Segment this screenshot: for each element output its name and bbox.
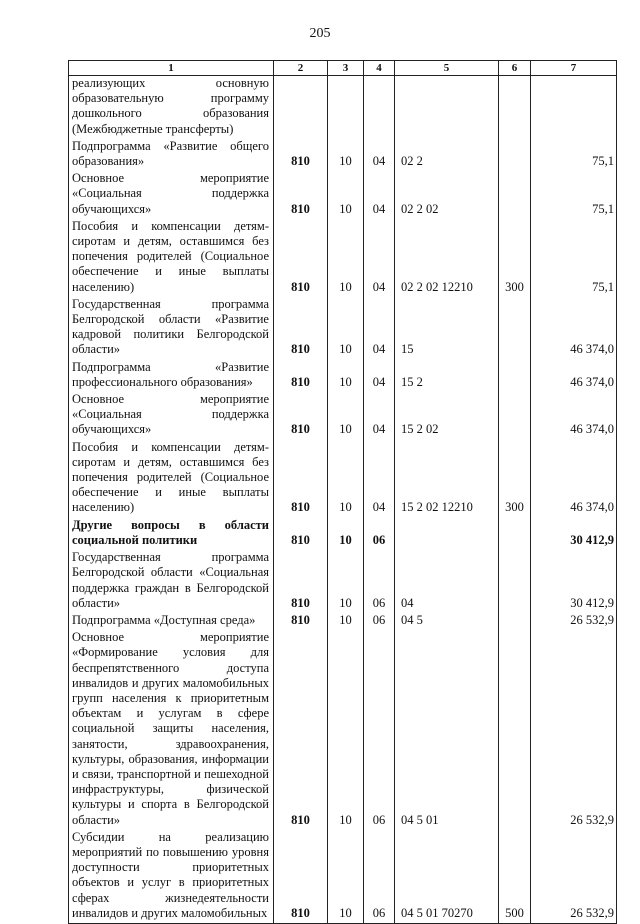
table-row <box>69 830 617 924</box>
item-name: Государственная программа Белгородской области «Развитие кадровой политики Белгородской области» <box>69 297 274 360</box>
item-name: Основное мероприятие «Формирование условия для беспрепятственного доступа инвалидов и других маломобильных групп населения к приоритетным объектам и услугам в сфере социальной защиты населения, занятости, здравоохранения, культуры, образования, информации и связи, транспортной и пешеходной инфраструктуры, физической культуры и спорта в Белгородской области» <box>69 630 274 830</box>
code-target-article: 02 2 02 12210 <box>395 219 499 297</box>
code-target-article: 04 <box>395 550 499 613</box>
code-section <box>328 76 364 139</box>
table-row <box>69 76 617 139</box>
item-name: Подпрограмма «Доступная среда» <box>69 613 274 630</box>
code-target-article: 15 2 02 <box>395 392 499 440</box>
amount: 30 412,9 <box>531 550 617 613</box>
code-target-article: 04 5 01 <box>395 630 499 830</box>
amount <box>531 76 617 139</box>
code-subsection <box>364 76 395 139</box>
column-header-7: 7 <box>531 61 617 76</box>
column-header-5: 5 <box>395 61 499 76</box>
table-row <box>69 550 617 613</box>
code-target-article: 04 5 01 70270 <box>395 830 499 924</box>
amount: 26 532,9 <box>531 630 617 830</box>
table-row <box>69 392 617 440</box>
code-ministry: 810 <box>274 171 328 219</box>
column-header-4: 4 <box>364 61 395 76</box>
item-name: Подпрограмма «Развитие профессионального образования» <box>69 360 274 392</box>
code-ministry: 810 <box>274 830 328 924</box>
table-row <box>69 518 617 550</box>
code-subsection: 06 <box>364 830 395 924</box>
code-expense-type <box>499 297 531 360</box>
table-row <box>69 440 617 518</box>
code-section: 10 <box>328 440 364 518</box>
table-row <box>69 613 617 630</box>
item-name: Основное мероприятие «Социальная поддержка обучающихся» <box>69 171 274 219</box>
code-expense-type <box>499 392 531 440</box>
column-header-2: 2 <box>274 61 328 76</box>
code-subsection: 04 <box>364 297 395 360</box>
code-target-article: 15 2 02 12210 <box>395 440 499 518</box>
code-section: 10 <box>328 830 364 924</box>
code-expense-type <box>499 518 531 550</box>
table-row <box>69 139 617 171</box>
code-ministry: 810 <box>274 630 328 830</box>
code-expense-type: 300 <box>499 440 531 518</box>
amount: 46 374,0 <box>531 440 617 518</box>
code-section: 10 <box>328 139 364 171</box>
code-subsection: 04 <box>364 360 395 392</box>
code-expense-type <box>499 550 531 613</box>
budget-table <box>68 60 617 924</box>
amount: 26 532,9 <box>531 613 617 630</box>
code-target-article: 04 5 <box>395 613 499 630</box>
code-target-article: 02 2 02 <box>395 171 499 219</box>
code-subsection: 04 <box>364 440 395 518</box>
code-expense-type: 300 <box>499 219 531 297</box>
table-header-row <box>69 61 617 76</box>
table-row <box>69 219 617 297</box>
code-ministry: 810 <box>274 518 328 550</box>
code-section: 10 <box>328 360 364 392</box>
code-section: 10 <box>328 630 364 830</box>
item-name: Подпрограмма «Развитие общего образования» <box>69 139 274 171</box>
table-row <box>69 171 617 219</box>
column-header-1: 1 <box>69 61 274 76</box>
code-expense-type <box>499 630 531 830</box>
code-ministry: 810 <box>274 440 328 518</box>
code-expense-type <box>499 171 531 219</box>
code-ministry: 810 <box>274 219 328 297</box>
code-expense-type <box>499 139 531 171</box>
item-name: Пособия и компенсации детям-сиротам и детям, оставшимся без попечения родителей (Социальное обеспечение и иные выплаты населению) <box>69 219 274 297</box>
code-expense-type <box>499 613 531 630</box>
code-ministry: 810 <box>274 360 328 392</box>
code-target-article: 15 <box>395 297 499 360</box>
item-name: Пособия и компенсации детям-сиротам и детям, оставшимся без попечения родителей (Социальное обеспечение и иные выплаты населению) <box>69 440 274 518</box>
code-subsection: 04 <box>364 171 395 219</box>
code-subsection: 06 <box>364 613 395 630</box>
code-subsection: 06 <box>364 550 395 613</box>
table-row <box>69 360 617 392</box>
table-row <box>69 630 617 830</box>
amount: 26 532,9 <box>531 830 617 924</box>
table-row <box>69 297 617 360</box>
code-ministry: 810 <box>274 550 328 613</box>
code-ministry <box>274 76 328 139</box>
code-target-article <box>395 518 499 550</box>
item-name: Субсидии на реализацию мероприятий по повышению уровня доступности приоритетных объектов и услуг в приоритетных сферах жизнедеятельности инвалидов и других маломобильных <box>69 830 274 924</box>
code-expense-type <box>499 360 531 392</box>
code-ministry: 810 <box>274 613 328 630</box>
amount: 46 374,0 <box>531 392 617 440</box>
item-name: реализующих основную образовательную программу дошкольного образования (Межбюджетные трансферты) <box>69 76 274 139</box>
code-ministry: 810 <box>274 297 328 360</box>
code-section: 10 <box>328 550 364 613</box>
code-ministry: 810 <box>274 139 328 171</box>
code-subsection: 04 <box>364 392 395 440</box>
table-body <box>69 76 617 924</box>
code-expense-type <box>499 76 531 139</box>
item-name: Основное мероприятие «Социальная поддержка обучающихся» <box>69 392 274 440</box>
code-target-article <box>395 76 499 139</box>
column-header-6: 6 <box>499 61 531 76</box>
code-section: 10 <box>328 219 364 297</box>
code-subsection: 04 <box>364 219 395 297</box>
amount: 46 374,0 <box>531 297 617 360</box>
code-section: 10 <box>328 297 364 360</box>
item-name: Другие вопросы в области социальной политики <box>69 518 274 550</box>
amount: 75,1 <box>531 219 617 297</box>
amount: 75,1 <box>531 139 617 171</box>
code-subsection: 06 <box>364 518 395 550</box>
amount: 30 412,9 <box>531 518 617 550</box>
code-subsection: 06 <box>364 630 395 830</box>
code-subsection: 04 <box>364 139 395 171</box>
item-name: Государственная программа Белгородской области «Социальная поддержка граждан в Белгородской области» <box>69 550 274 613</box>
code-ministry: 810 <box>274 392 328 440</box>
column-header-3: 3 <box>328 61 364 76</box>
code-section: 10 <box>328 613 364 630</box>
code-target-article: 15 2 <box>395 360 499 392</box>
amount: 75,1 <box>531 171 617 219</box>
code-section: 10 <box>328 392 364 440</box>
code-expense-type: 500 <box>499 830 531 924</box>
code-section: 10 <box>328 518 364 550</box>
code-section: 10 <box>328 171 364 219</box>
code-target-article: 02 2 <box>395 139 499 171</box>
amount: 46 374,0 <box>531 360 617 392</box>
page-number: 205 <box>309 26 331 41</box>
